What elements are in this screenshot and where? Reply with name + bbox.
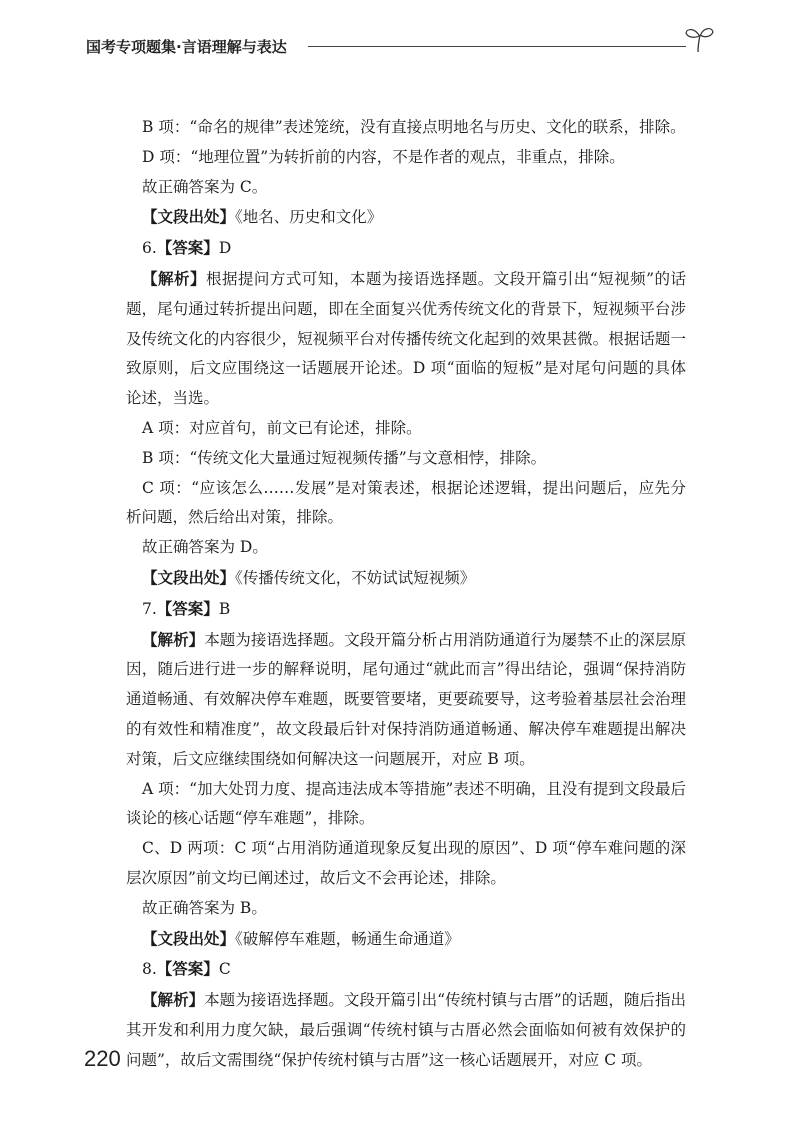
answer-value: D [218, 239, 232, 258]
header-title: 国考专项题集·言语理解与表达 [86, 38, 287, 56]
paragraph: C 项：“应该怎么……发展”是对策表述，根据论述逻辑，提出问题后，应先分析问题，然后给出对策，排除。 [126, 478, 686, 527]
paragraph: 故正确答案为 C。 [142, 177, 268, 196]
analysis-paragraph: 【解析】根据提问方式可知，本题为接语选择题。文段开篇引出“短视频”的话题，尾句通过转折提出问题，即在全面复兴优秀传统文化的背景下，短视频平台涉及传统文化的内容很少，短视频平台对传播传统文化起到的效果甚微。根据话题一致原则，后文应围绕这一话题展开论述。D 项“面临的短板”是对尾句问题的具体论述，当选。 [126, 268, 686, 408]
source-label: 【文段出处】 [142, 567, 236, 587]
paragraph: B 项：“传统文化大量通过短视频传播”与文意相悖，排除。 [142, 448, 547, 467]
source-line: 【文段出处】《传播传统文化，不妨试试短视频》 [142, 567, 476, 587]
source-label: 【文段出处】 [142, 928, 236, 948]
sprout-icon [682, 24, 716, 54]
answer-line [126, 594, 686, 625]
source-line: 【文段出处】《破解停车难题，畅通生命通道》 [142, 928, 460, 948]
paragraph: 故正确答案为 B。 [142, 898, 267, 917]
answer-label: 【答案】 [156, 959, 219, 979]
source-line: 【文段出处】《地名、历史和文化》 [142, 207, 383, 227]
analysis-paragraph: 【解析】本题为接语选择题。文段开篇分析占用消防通道行为屡禁不止的深层原因，随后进行进一步的解释说明，尾句通过“就此而言”得出结论，强调“保持消防通道畅通、有效解决停车难题，既要管要堵，更要疏要导，这考验着基层社会治理的有效性和精准度”，故文段最后针对保持消防通道畅通、解决停车难题提出解决对策，后文应继续围绕如何解决这一问题展开，对应 B 项。 [126, 629, 686, 768]
answer-line [126, 233, 686, 264]
header-rule [308, 46, 686, 47]
page-body [126, 113, 686, 1076]
answer-label: 【答案】 [156, 598, 219, 618]
answer-value: C [218, 960, 231, 979]
answer-label: 【答案】 [156, 238, 219, 258]
paragraph: A 项：“加大处罚力度、提高违法成本等措施”表述不明确，且没有提到文段最后谈论的核心话题“停车难题”，排除。 [126, 779, 686, 828]
analysis-label: 【解析】 [142, 990, 205, 1010]
paragraph: A 项：对应首句，前文已有论述，排除。 [142, 418, 422, 437]
page-number: 220 [84, 1046, 121, 1071]
running-header [86, 34, 716, 60]
paragraph: B 项：“命名的规律”表述笼统，没有直接点明地名与历史、文化的联系，排除。 [142, 118, 686, 136]
answer-value: B [218, 599, 231, 618]
question-number: 6. [142, 239, 157, 258]
analysis-paragraph: 【解析】本题为接语选择题。文段开篇引出“传统村镇与古厝”的话题，随后指出其开发和利用力度欠缺，最后强调“传统村镇与古厝必然会面临如何被有效保护的问题”，故后文需围绕“保护传统村镇与古厝”这一核心话题展开，对应 C 项。 [126, 990, 686, 1069]
source-label: 【文段出处】 [142, 207, 236, 227]
paragraph: C、D 两项：C 项“占用消防通道现象反复出现的原因”、D 项“停车难问题的深层次原因”前文均已阐述过，故后文不会再论述，排除。 [126, 839, 686, 887]
paragraph: D 项：“地理位置”为转折前的内容，不是作者的观点，非重点，排除。 [142, 147, 625, 166]
question-number: 8. [142, 960, 157, 979]
analysis-label: 【解析】 [142, 629, 205, 649]
paragraph: 故正确答案为 D。 [142, 538, 268, 557]
analysis-label: 【解析】 [142, 268, 206, 288]
answer-line [126, 954, 686, 985]
question-number: 7. [142, 599, 157, 618]
